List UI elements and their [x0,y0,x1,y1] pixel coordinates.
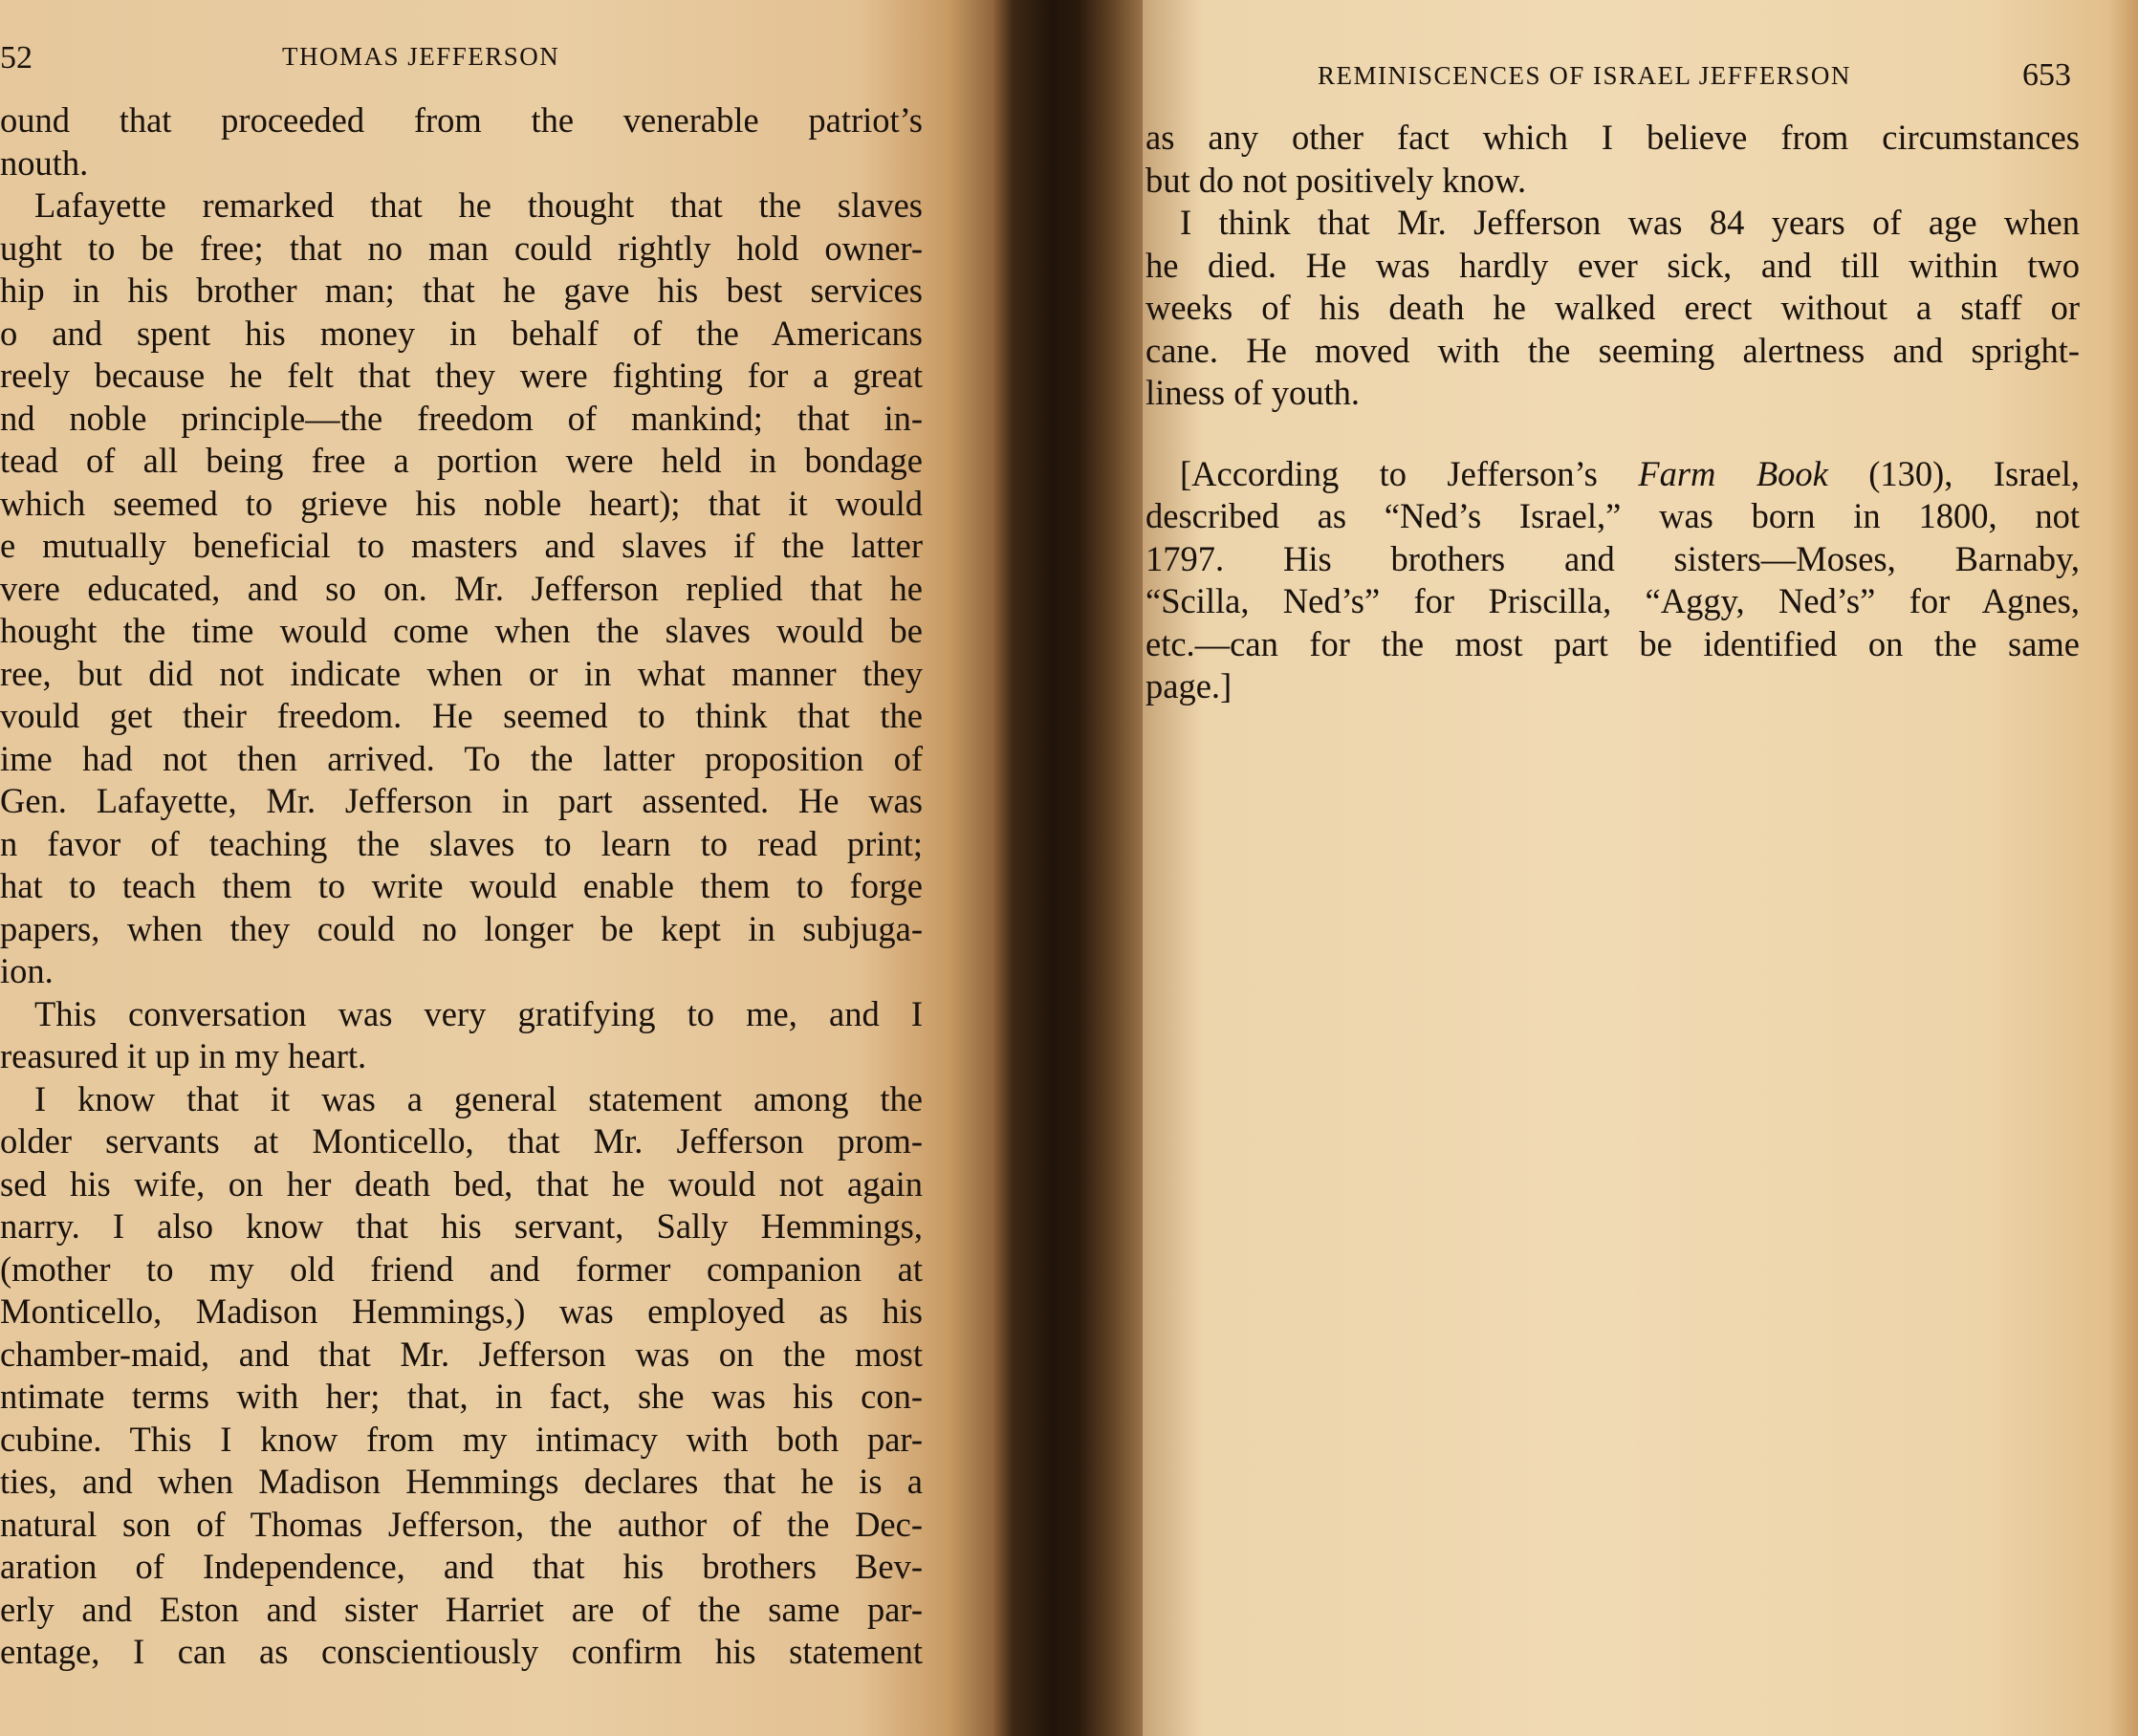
text-line: o and spent his money in behalf of the Americans [0,313,923,353]
left-running-head: THOMAS JEFFERSON [282,42,560,71]
right-running-head: REMINISCENCES OF ISRAEL JEFFERSON [1318,61,1851,90]
note-line: page.] [1145,666,1233,705]
left-page [0,0,1009,1736]
text-line: as any other fact which I believe from circumstances [1145,118,2080,157]
text-line: chamber-maid, and that Mr. Jefferson was on the most [0,1334,923,1374]
right-page [1143,0,2138,1736]
text-line: ound that proceeded from the venerable patriot’s [0,100,923,140]
text-line: weeks of his death he walked erect without a staff or [1145,288,2080,327]
note-line: “Scilla, Ned’s” for Priscilla, “Aggy, Ned’s” for Agnes, [1145,581,2080,620]
note-text: [According to Jefferson’s [1180,453,1639,493]
text-line: papers, when they could no longer be kept in subjuga- [0,908,923,948]
text-line: liness of youth. [1145,373,1361,412]
text-line: which seemed to grieve his noble heart); that it would [0,483,923,523]
text-line: ree, but did not indicate when or in what manner they [0,653,923,693]
text-line: sed his wife, on her death bed, that he would not again [0,1163,923,1204]
text-line: vere educated, and so on. Mr. Jefferson replied that he [0,568,923,608]
text-line: tead of all being free a portion were held in bondage [0,441,923,480]
text-line: I know that it was a general statement among the [34,1078,923,1118]
text-line: ught to be free; that no man could rightly hold owner- [0,228,923,268]
right-body-text [1143,117,2080,708]
editorial-note [1143,453,2080,708]
note-line: described as “Ned’s Israel,” was born in 1800, not [1145,496,2080,535]
text-line: ime had not then arrived. To the latter proposition of [0,738,923,778]
text-line: but do not positively know. [1145,160,1527,200]
text-line: aration of Independence, and that his brothers Bev- [0,1547,923,1586]
text-line: nd noble principle—the freedom of mankind; that in- [0,398,923,438]
note-line [1145,453,2080,496]
text-line: e mutually beneficial to masters and slaves if the latter [0,526,923,565]
text-line: he died. He was hardly ever sick, and till within two [1145,245,2080,285]
right-page-number: 653 [2022,57,2071,93]
text-line: reely because he felt that they were fighting for a great [0,356,923,395]
note-line: etc.—can for the most part be identified on the same [1145,623,2080,663]
text-line: n favor of teaching the slaves to learn to read print; [0,823,923,863]
text-line: reasured it up in my heart. [0,1036,367,1075]
text-line: erly and Eston and sister Harriet are of the same par- [0,1589,923,1629]
text-line: Lafayette remarked that he thought that the slaves [34,185,923,225]
note-text: (130), Israel, [1827,453,2080,493]
text-line: narry. I also know that his servant, Sally Hemmings, [0,1206,923,1246]
book-title: Farm Book [1638,453,1828,493]
text-line: ntimate terms with her; that, in fact, she was his con- [0,1377,923,1416]
text-line: nouth. [0,142,89,183]
text-line: cane. He moved with the seeming alertness and spright- [1145,330,2080,370]
text-line: hought the time would come when the slaves would be [0,611,923,650]
text-line: Gen. Lafayette, Mr. Jefferson in part assented. He was [0,781,923,820]
left-page-number: 52 [0,40,33,76]
text-line: Monticello, Madison Hemmings,) was employed as his [0,1291,923,1331]
text-line: This conversation was very gratifying to me, and I [34,993,923,1033]
text-line: ties, and when Madison Hemmings declares that he is a [0,1462,923,1501]
text-line: hat to teach them to write would enable them to forge [0,866,923,905]
text-line: cubine. This I know from my intimacy with both par- [0,1419,923,1459]
text-line: entage, I can as conscientiously confirm his statement [0,1632,923,1671]
left-body-text [0,99,923,1674]
text-line: older servants at Monticello, that Mr. Jefferson prom- [0,1121,923,1161]
text-line: ion. [0,951,54,990]
text-line: natural son of Thomas Jefferson, the author of the Dec- [0,1504,923,1544]
text-line: hip in his brother man; that he gave his best services [0,271,923,310]
book-gutter [994,0,1147,1736]
text-line: I think that Mr. Jefferson was 84 years of age when [1180,203,2080,242]
note-line: 1797. His brothers and sisters—Moses, Barnaby, [1145,538,2080,578]
text-line: vould get their freedom. He seemed to think that the [0,696,923,735]
text-line: (mother to my old friend and former companion at [0,1248,923,1289]
